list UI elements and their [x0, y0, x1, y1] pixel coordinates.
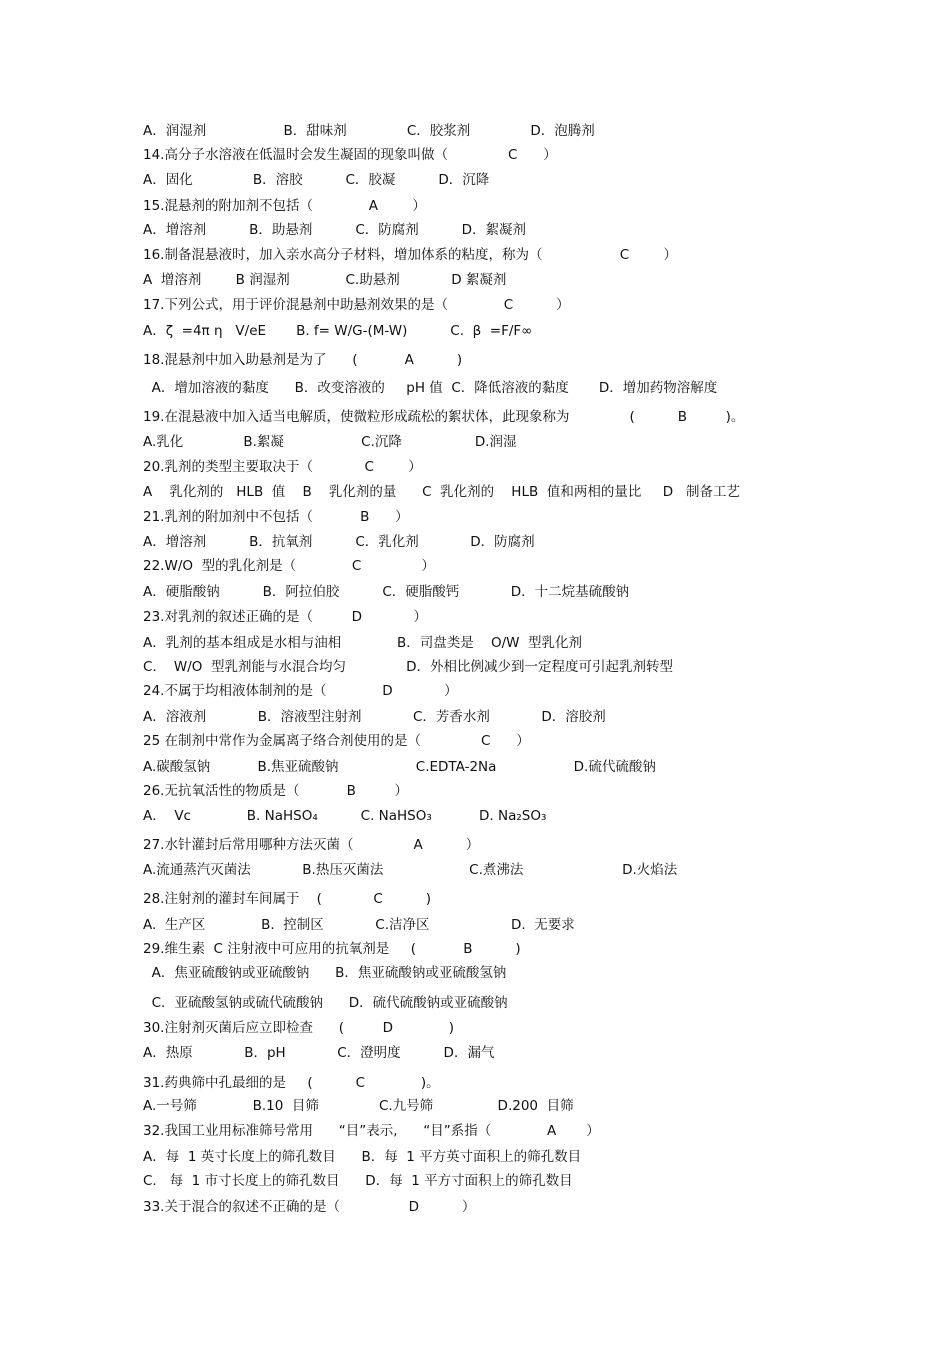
option-line: A．硬脂酸钠 B．阿拉伯胶 C．硬脂酸钙 D．十二烷基硫酸钠 [143, 584, 630, 600]
option-line: A．增溶剂 B．助悬剂 C．防腐剂 D．絮凝剂 [143, 222, 527, 238]
question-line: 14.高分子水溶液在低温时会发生凝固的现象叫做（ C ） [143, 147, 557, 163]
question-line: 16.制备混悬液时，加入亲水高分子材料，增加体系的粘度，称为（ C ） [143, 247, 677, 263]
option-line: C．亚硫酸氢钠或硫代硫酸钠 D．硫代硫酸钠或亚硫酸钠 [143, 995, 508, 1011]
option-line: A.流通蒸汽灭菌法 B.热压灭菌法 C.煮沸法 D.火焰法 [143, 862, 678, 878]
question-line: 17.下列公式，用于评价混悬剂中助悬剂效果的是（ C ） [143, 297, 570, 313]
option-line: A.乳化 B.絮凝 C.沉降 D.润湿 [143, 434, 517, 450]
question-line: 15.混悬剂的附加剂不包括（ A ） [143, 198, 426, 214]
option-line: C. W/O 型乳剂能与水混合均匀 D．外相比例减少到一定程度可引起乳剂转型 [143, 659, 673, 675]
option-line: A．热原 B．pH C．澄明度 D．漏气 [143, 1045, 495, 1061]
question-line: 26.无抗氧活性的物质是（ B ） [143, 783, 409, 799]
question-line: 29.维生素 C 注射液中可应用的抗氧剂是 ( B ) [143, 941, 521, 957]
option-line: A．乳剂的基本组成是水相与油相 B．司盘类是 O/W 型乳化剂 [143, 635, 583, 651]
question-line: 32.我国工业用标准筛号常用 “目”表示, “目”系指（ A ） [143, 1123, 600, 1139]
question-line: 33.关于混合的叙述不正确的是（ D ） [143, 1199, 476, 1215]
option-line: A．润湿剂 B．甜味剂 C．胶浆剂 D．泡腾剂 [143, 123, 595, 139]
option-line: A．增溶剂 B．抗氧剂 C．乳化剂 D．防腐剂 [143, 534, 535, 550]
question-line: 30.注射剂灭菌后应立即检查 ( D ) [143, 1020, 455, 1036]
option-line: A．焦亚硫酸钠或亚硫酸钠 B．焦亚硫酸钠或亚硫酸氢钠 [143, 965, 507, 981]
question-line: 19.在混悬液中加入适当电解质，使微粒形成疏松的絮状体，此现象称为 ( B )。 [143, 409, 745, 425]
option-line: A 增溶剂 B 润湿剂 C.助悬剂 D 絮凝剂 [143, 272, 507, 288]
question-line: 20.乳剂的类型主要取决于（ C ） [143, 459, 422, 475]
question-line: 31.药典筛中孔最细的是 ( C )。 [143, 1075, 440, 1091]
option-line: A.碳酸氢钠 B.焦亚硫酸钠 C.EDTA-2Na D.硫代硫酸钠 [143, 759, 656, 775]
question-line: 22.W/O 型的乳化剂是（ C ） [143, 558, 435, 574]
option-line: A.一号筛 B.10 目筛 C.九号筛 D.200 目筛 [143, 1098, 574, 1114]
option-line: A．增加溶液的黏度 B．改变溶液的 pH 值 C．降低溶液的黏度 D．增加药物溶解度 [143, 380, 718, 396]
question-line: 27.水针灌封后常用哪种方法灭菌（ A ） [143, 837, 480, 853]
question-line: 24.不属于均相液体制剂的是（ D ） [143, 683, 458, 699]
option-line: A. 生产区 B. 控制区 C.洁净区 D. 无要求 [143, 917, 575, 933]
question-line: 25 在制剂中常作为金属离子络合剂使用的是（ C ） [143, 733, 530, 749]
question-line: 28.注射剂的灌封车间属于 ( C ) [143, 891, 432, 907]
question-line: 18.混悬剂中加入助悬剂是为了 ( A ) [143, 352, 463, 368]
option-line: C. 每 1 市寸长度上的筛孔数目 D．每 1 平方寸面积上的筛孔数目 [143, 1173, 573, 1189]
option-line: A．溶液剂 B．溶液型注射剂 C．芳香水剂 D．溶胶剂 [143, 709, 606, 725]
option-line: A 乳化剂的 HLB 值 B 乳化剂的量 C 乳化剂的 HLB 值和两相的量比 D 制备工艺 [143, 484, 741, 500]
question-line: 21.乳剂的附加剂中不包括（ B ） [143, 509, 409, 525]
option-line: A．每 1 英寸长度上的筛孔数目 B．每 1 平方英寸面积上的筛孔数目 [143, 1149, 582, 1165]
question-line: 23.对乳剂的叙述正确的是（ D ） [143, 609, 427, 625]
option-line: A．固化 B．溶胶 C．胶凝 D．沉降 [143, 172, 490, 188]
option-line: A．ζ =4π η V/eE B. f= W/G-(M-W) C. β =F/F∞ [143, 323, 533, 339]
option-line: A． Vc B. NaHSO₄ C. NaHSO₃ D. Na₂SO₃ [143, 808, 547, 824]
